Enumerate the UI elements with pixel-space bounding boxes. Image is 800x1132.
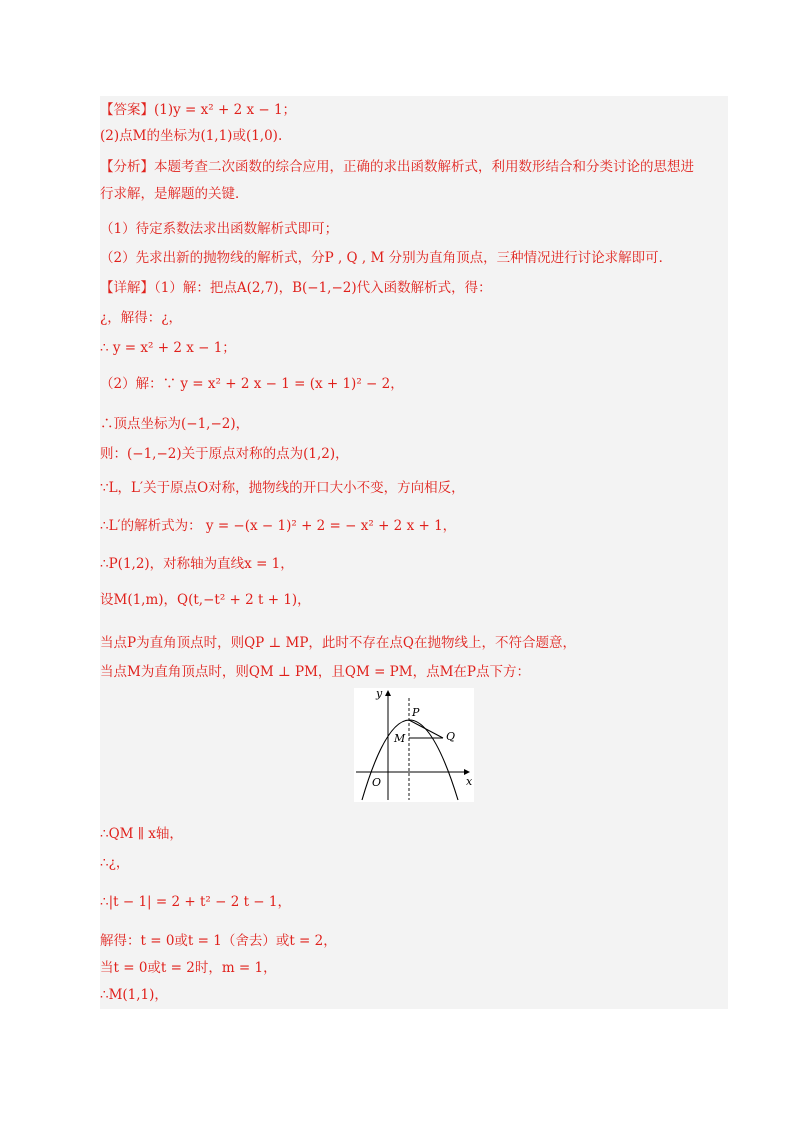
detail-line-3: ∴ y = x² + 2 x − 1； bbox=[100, 340, 236, 356]
label-q: Q bbox=[446, 730, 456, 743]
parabola-figure-svg bbox=[354, 688, 474, 802]
analysis-line-3: （1）待定系数法求出函数解析式即可； bbox=[100, 221, 339, 237]
detail-line-6: 则：(−1,−2)关于原点对称的点为(1,2)， bbox=[100, 446, 349, 462]
detail-line-14: ∴¿， bbox=[100, 855, 130, 871]
label-origin: O bbox=[372, 776, 382, 789]
label-y: y bbox=[376, 688, 383, 700]
label-x: x bbox=[466, 775, 473, 788]
detail-line-9: ∴P(1,2)，对称轴为直线x = 1， bbox=[100, 556, 294, 572]
y-axis-arrow bbox=[385, 690, 391, 696]
label-m: M bbox=[394, 732, 406, 745]
detail-line-10: 设M(1,m)，Q(t,−t² + 2 t + 1)， bbox=[100, 592, 311, 608]
label-p: P bbox=[412, 706, 420, 719]
analysis-line-1: 【分析】本题考查二次函数的综合应用，正确的求出函数解析式，利用数形结合和分类讨论的思想进 bbox=[100, 159, 694, 175]
detail-line-13: ∴QM ∥ x轴， bbox=[100, 826, 183, 842]
answer-line-2: (2)点M的坐标为(1,1)或(1,0). bbox=[100, 128, 283, 144]
analysis-line-4: （2）先求出新的抛物线的解析式，分P , Q , M 分别为直角顶点，三种情况进行讨论求解即可． bbox=[100, 250, 673, 266]
detail-line-8: ∴L′的解析式为： y = −(x − 1)² + 2 = − x² + 2 x + 1， bbox=[100, 518, 457, 534]
answer-line-1: 【答案】(1)y = x² + 2 x − 1； bbox=[100, 102, 297, 118]
detail-line-1: 【详解】（1）解：把点A(2,7)，B(−1,−2)代入函数解析式，得： bbox=[100, 280, 492, 296]
detail-line-15: ∴|t − 1| = 2 + t² − 2 t − 1， bbox=[100, 894, 291, 910]
detail-line-7: ∵L，L′关于原点O对称，抛物线的开口大小不变，方向相反， bbox=[100, 480, 465, 496]
parabola-figure bbox=[354, 688, 474, 802]
detail-line-16: 解得：t = 0或t = 1（舍去）或t = 2， bbox=[100, 933, 337, 949]
detail-line-12: 当点M为直角顶点时，则QM ⊥ PM，且QM = PM，点M在P点下方： bbox=[100, 664, 530, 680]
detail-line-4: （2）解：∵ y = x² + 2 x − 1 = (x + 1)² − 2， bbox=[100, 376, 404, 392]
detail-line-5: ∴顶点坐标为(−1,−2)， bbox=[100, 416, 250, 432]
detail-line-18: ∴M(1,1)， bbox=[100, 987, 168, 1003]
analysis-line-2: 行求解，是解题的关键． bbox=[100, 186, 249, 202]
document-page bbox=[100, 96, 728, 1009]
segment-pq bbox=[409, 720, 443, 738]
detail-line-2: ¿，解得：¿， bbox=[100, 310, 182, 326]
detail-line-11: 当点P为直角顶点时，则QP ⊥ MP，此时不存在点Q在抛物线上，不符合题意， bbox=[100, 635, 576, 651]
detail-line-17: 当t = 0或t = 2时，m = 1， bbox=[100, 960, 277, 976]
